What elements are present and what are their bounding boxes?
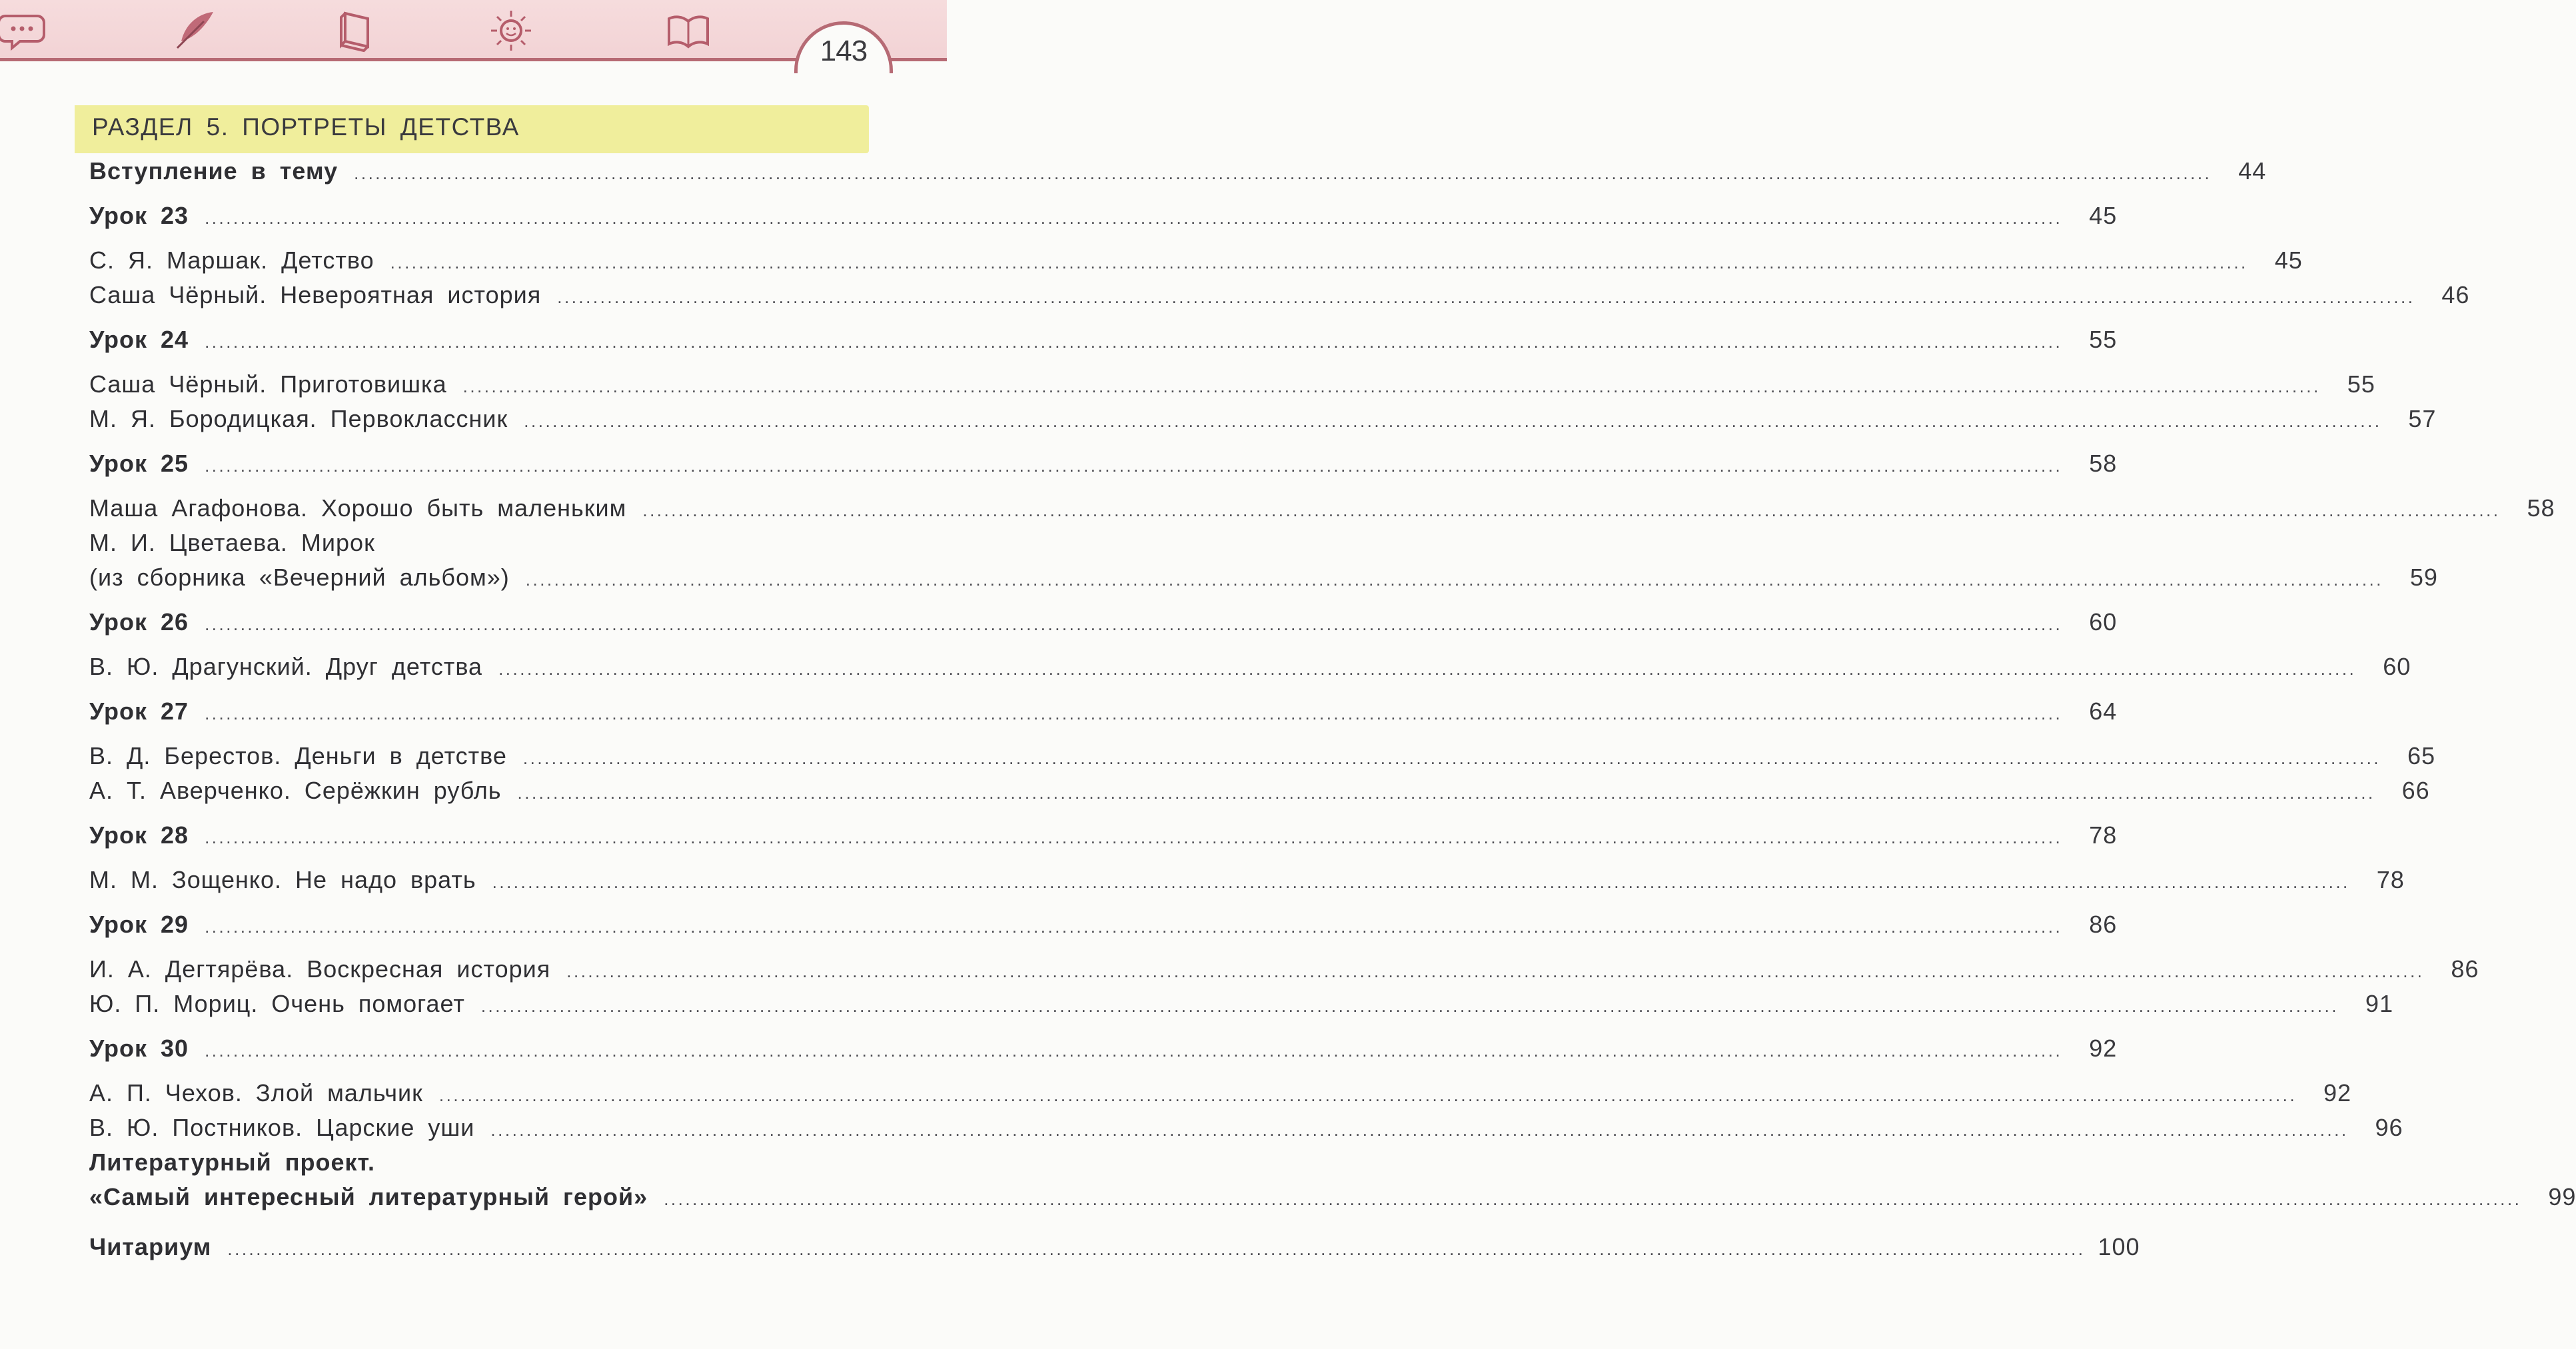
toc-entry-title: С. Я. Маршак. Детство — [89, 246, 374, 274]
toc-entry-title: Ю. П. Мориц. Очень помогает — [89, 990, 465, 1017]
toc-entry — [89, 821, 2118, 849]
toc-entry-page: 60 — [2383, 653, 2411, 680]
toc-entry — [89, 955, 2479, 983]
toc-entry — [89, 450, 2118, 478]
toc-entry-page: 45 — [2274, 246, 2303, 274]
toc-entry-title: Урок 30 — [89, 1035, 189, 1062]
toc-entry — [89, 911, 2118, 939]
toc-entry-title: (из сборника «Вечерний альбом») — [89, 564, 510, 591]
toc-entry-title: М. Я. Бородицкая. Первоклассник — [89, 405, 508, 432]
toc-entry-title: И. А. Дегтярёва. Воскресная история — [89, 955, 551, 983]
dot-leader: .................................................................................................................................................................................................................................................................... — [525, 570, 2383, 590]
toc-entry-title: А. П. Чехов. Злой мальчик — [89, 1079, 423, 1107]
toc-entry — [89, 777, 2430, 805]
dot-leader: .................................................................................................................................................................................................................................................................... — [205, 827, 2063, 847]
toc-entry-page: 57 — [2408, 405, 2437, 432]
toc-entry-page: 99 — [2548, 1183, 2576, 1210]
toc-entry — [89, 564, 2438, 592]
toc-entry-page: 58 — [2527, 494, 2555, 522]
toc-entry-page: 66 — [2401, 777, 2430, 804]
toc-entry-page: 55 — [2089, 326, 2118, 353]
toc-entry-page: 86 — [2451, 955, 2479, 983]
sun-face-icon — [488, 7, 534, 53]
dot-leader: .................................................................................................................................................................................................................................................................... — [205, 456, 2063, 476]
toc-entry-page: 65 — [2407, 742, 2436, 769]
toc-entry-page: 64 — [2089, 697, 2118, 725]
toc-entry-title: В. Ю. Драгунский. Друг детства — [89, 653, 483, 680]
toc-entry-title: Урок 28 — [89, 821, 189, 849]
dot-leader: .................................................................................................................................................................................................................................................................... — [524, 411, 2382, 431]
toc-entry-page: 78 — [2089, 821, 2118, 849]
dot-leader: .................................................................................................................................................................................................................................................................... — [390, 252, 2248, 272]
toc-entry — [89, 1233, 2140, 1261]
dot-leader: .................................................................................................................................................................................................................................................................... — [490, 1120, 2349, 1140]
toc-entry-title: Урок 23 — [89, 202, 189, 229]
toc-entry-title: М. М. Зощенко. Не надо врать — [89, 866, 476, 893]
dot-leader: .................................................................................................................................................................................................................................................................... — [438, 1085, 2297, 1105]
speech-bubble-icon — [0, 7, 47, 53]
dot-leader: .................................................................................................................................................................................................................................................................... — [205, 332, 2063, 352]
toc-entry-page: 92 — [2089, 1035, 2118, 1062]
toc-entry-title: Урок 27 — [89, 697, 189, 725]
toc-entry — [89, 157, 2267, 185]
toc-entry-page: 78 — [2376, 866, 2405, 893]
toc-entry-title: Маша Агафонова. Хорошо быть маленьким — [89, 494, 627, 522]
toc-entry-page: 91 — [2365, 990, 2393, 1017]
toc-entry — [89, 697, 2118, 725]
toc-entry-page: 96 — [2375, 1114, 2403, 1141]
toc-entry-page: 58 — [2089, 450, 2118, 477]
dot-leader: .................................................................................................................................................................................................................................................................... — [205, 208, 2063, 228]
toc-entry-page: 45 — [2089, 202, 2118, 229]
dot-leader: .................................................................................................................................................................................................................................................................... — [227, 1239, 2086, 1259]
toc-entry — [89, 1183, 2576, 1211]
feather-icon — [172, 7, 219, 53]
toc-entry — [89, 281, 2470, 309]
toc-entry — [89, 370, 2375, 398]
toc-entry-page: 44 — [2238, 157, 2267, 185]
toc-entry-title: Литературный проект. — [89, 1148, 375, 1176]
dot-leader: .................................................................................................................................................................................................................................................................... — [664, 1189, 2522, 1209]
toc-entry — [89, 529, 849, 557]
dot-leader: .................................................................................................................................................................................................................................................................... — [354, 163, 2212, 183]
toc-entry-page: 55 — [2347, 370, 2375, 398]
toc-entry — [89, 1079, 2352, 1107]
toc-entry-title: Урок 29 — [89, 911, 189, 938]
book-closed-icon — [333, 7, 380, 53]
toc-entry-title: Урок 24 — [89, 326, 189, 353]
toc-entry — [89, 1035, 2118, 1063]
dot-leader: .................................................................................................................................................................................................................................................................... — [480, 996, 2339, 1016]
toc-entry — [89, 608, 2118, 636]
toc-entry-page: 60 — [2089, 608, 2118, 636]
dot-leader: .................................................................................................................................................................................................................................................................... — [557, 287, 2415, 307]
toc-entry-page: 59 — [2409, 564, 2438, 591]
toc-entry-page: 100 — [2098, 1233, 2140, 1260]
toc-entry-title: Саша Чёрный. Невероятная история — [89, 281, 542, 308]
dot-leader: .................................................................................................................................................................................................................................................................... — [205, 1041, 2063, 1061]
toc-entry — [89, 1148, 849, 1176]
toc-entry — [89, 405, 2437, 433]
toc-entry — [89, 653, 2411, 681]
dot-leader: .................................................................................................................................................................................................................................................................... — [522, 748, 2381, 768]
toc-entry-page: 86 — [2089, 911, 2118, 938]
toc-entry — [89, 990, 2393, 1018]
dot-leader: .................................................................................................................................................................................................................................................................... — [498, 659, 2357, 679]
toc-entry-title: В. Ю. Постников. Царские уши — [89, 1114, 475, 1141]
toc-entry-title: М. И. Цветаева. Мирок — [89, 529, 375, 556]
dot-leader: .................................................................................................................................................................................................................................................................... — [517, 783, 2375, 803]
toc-entry — [89, 866, 2405, 894]
toc-entry-title: А. Т. Аверченко. Серёжкин рубль — [89, 777, 502, 804]
open-book-icon — [665, 7, 712, 53]
dot-leader: .................................................................................................................................................................................................................................................................... — [205, 917, 2063, 937]
toc-entry-page: 92 — [2323, 1079, 2352, 1107]
dot-leader: .................................................................................................................................................................................................................................................................... — [205, 614, 2063, 634]
toc-entry-title: В. Д. Берестов. Деньги в детстве — [89, 742, 507, 769]
dot-leader: .................................................................................................................................................................................................................................................................... — [642, 500, 2501, 520]
section-title: РАЗДЕЛ 5. ПОРТРЕТЫ ДЕТСТВА — [92, 113, 520, 141]
dot-leader: .................................................................................................................................................................................................................................................................... — [205, 703, 2063, 723]
dot-leader: .................................................................................................................................................................................................................................................................... — [492, 872, 2350, 892]
toc-entry-title: Саша Чёрный. Приготовишка — [89, 370, 447, 398]
toc-entry — [89, 494, 2555, 522]
toc-entry — [89, 326, 2118, 354]
toc-entry — [89, 742, 2436, 770]
toc-entry-title: Вступление в тему — [89, 157, 338, 185]
toc-entry — [89, 202, 2118, 230]
toc-entry-title: Урок 25 — [89, 450, 189, 477]
dot-leader: .................................................................................................................................................................................................................................................................... — [566, 961, 2425, 981]
toc-entry — [89, 246, 2303, 274]
toc-entry-page: 46 — [2441, 281, 2470, 308]
toc-entry-title: «Самый интересный литературный герой» — [89, 1183, 648, 1210]
page-number: 143 — [820, 35, 868, 67]
toc-entry-title: Урок 26 — [89, 608, 189, 636]
dot-leader: .................................................................................................................................................................................................................................................................... — [462, 376, 2321, 396]
toc-entry — [89, 1114, 2403, 1142]
toc-entry-title: Читариум — [89, 1233, 212, 1260]
